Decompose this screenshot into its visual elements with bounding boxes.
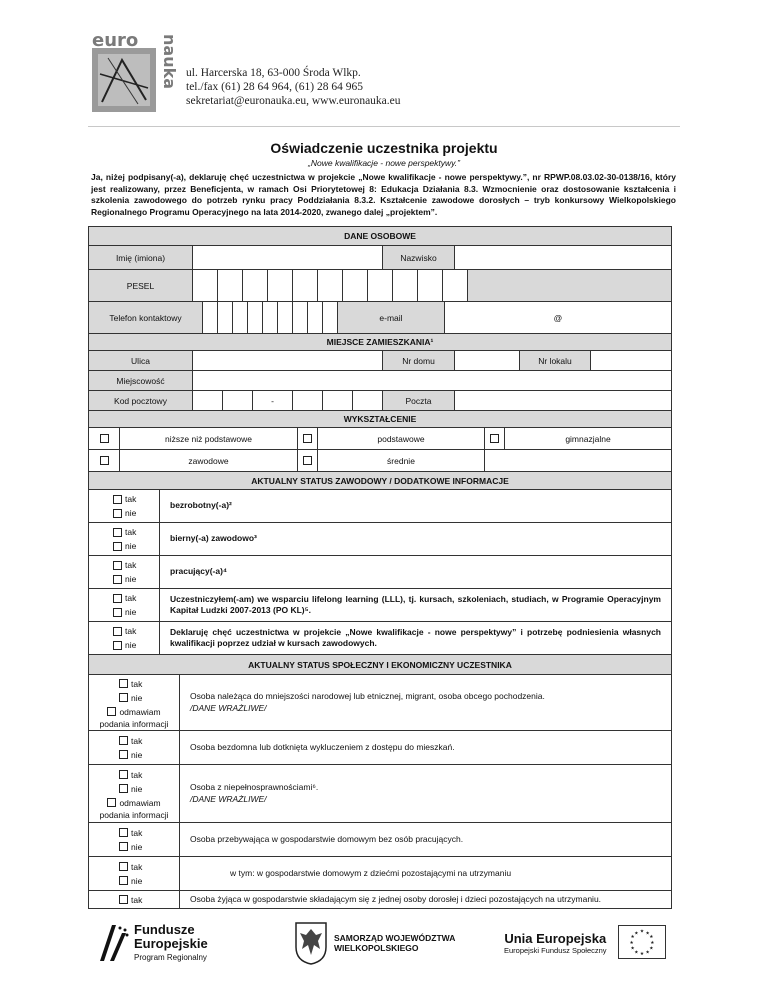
postcode-label: Kod pocztowy [89,391,192,410]
social-row [89,856,671,890]
section-personal-data: DANE OSOBOWE [89,227,671,245]
first-name-field[interactable] [192,246,382,269]
status-row [89,522,671,555]
fundusze-europejskie-logo [134,923,208,965]
phone-digit[interactable] [307,302,322,333]
no-checkbox[interactable] [113,608,122,617]
phone-digit[interactable] [322,302,337,333]
education-checkbox[interactable] [100,456,109,465]
logo-text-nauka: nauka [160,34,179,90]
education-empty [484,450,671,471]
status-participation-declaration: Deklaruję chęć uczestnictwa w projekcie „Nowe kwalifikacje - nowe perspektywy” i potrzebę podniesienia własnych kwalifikacji poprzez udział w kursach zawodowych. [159,622,671,654]
post-office-field[interactable] [454,391,671,410]
yes-checkbox[interactable] [113,627,122,636]
no-label: nie [131,692,143,703]
phone-digit[interactable] [292,302,307,333]
social-homeless-text: Osoba bezdomna lub dotknięta wykluczeniem z dostępu do mieszkań. [190,741,455,752]
header-divider [88,126,680,127]
section-social-status: AKTUALNY STATUS SPOŁECZNY I EKONOMICZNY UCZESTNIKA [89,655,671,674]
yes-label: tak [125,527,137,537]
status-row [89,621,671,654]
fe-line3: Program Regionalny [134,953,207,962]
postcode-digit[interactable] [222,391,252,410]
social-disability [179,765,671,822]
svg-text:★: ★ [645,931,650,937]
education-option: niższe niż podstawowe [119,428,297,449]
status-row [89,555,671,588]
social-row [89,822,671,856]
education-checkbox[interactable] [100,434,109,443]
yes-label: tak [125,626,137,636]
status-row [89,588,671,621]
social-row [89,730,671,764]
yes-checkbox[interactable] [113,528,122,537]
status-inactive: bierny(-a) zawodowo³ [159,523,671,555]
social-homeless [179,731,671,764]
yes-checkbox[interactable] [113,495,122,504]
social-single-parent-text: Osoba żyjąca w gospodarstwie składającym się z jednej osoby dorosłej i dzieci pozostających na utrzymaniu. [190,893,602,904]
city-label: Miejscowość [89,371,192,390]
unia-europejska-logo [504,931,607,955]
yes-checkbox[interactable] [119,862,128,871]
address-line: tel./fax (61) 28 64 964, (61) 28 64 965 [186,81,363,93]
no-label: nie [131,749,143,760]
refuse-label-line2: podania informacji [99,809,169,820]
address-line: ul. Harcerska 18, 63-000 Środa Wlkp. [186,67,361,79]
phone-digit[interactable] [247,302,262,333]
education-option: podstawowe [317,428,484,449]
social-disability-text: Osoba z niepełnosprawnościami⁶. [190,782,319,792]
pesel-label: PESEL [89,270,192,301]
pesel-digit[interactable] [317,270,342,301]
social-jobless-with-children-text: w tym: w gospodarstwie domowym z dziećmi pozostającymi na utrzymaniu [230,867,512,878]
declaration-text: Ja, niżej podpisany(-a), deklaruję chęć uczestnictwa w projekcie „Nowe kwalifikacje - nowe perspektywy.”, nr RPWP.08.03.02-30-0138/16, który jest realizowany, przez Beneficjenta, w ramach Osi Priorytetowej 8: Edukacja Działania 8.3. Wzmocnienie oraz dostosowanie kształcenia i szkolenia zawodowego do potrzeb rynku pracy Poddziałania 8.3.2. Kształcenie zawodowe dorosłych – tryb konkursowy Wielkopolskiego Regionalnego Programu Operacyjnego na lata 2014-2020, zwanego dalej „projektem”. [91,172,676,217]
company-address [186,66,401,108]
no-label: nie [125,607,137,617]
participant-form [88,226,672,909]
at-sign: @ [553,312,563,323]
svg-text:★: ★ [639,952,645,958]
phone-digit[interactable] [277,302,292,333]
document-subtitle: „Nowe kwalifikacje - nowe perspektywy.” [308,158,460,168]
pesel-digit[interactable] [367,270,392,301]
phone-digit[interactable] [217,302,232,333]
svg-text:★: ★ [634,931,639,937]
eu-flag-icon [618,925,666,959]
house-number-field[interactable] [454,351,519,370]
house-number-label: Nr domu [382,351,454,370]
postcode-digit[interactable] [192,391,222,410]
svg-text:★: ★ [629,940,634,946]
yes-label: tak [131,894,143,905]
last-name-field[interactable] [454,246,671,269]
refuse-label-line2: podania informacji [99,718,169,729]
ue-subtitle: Europejski Fundusz Społeczny [504,946,607,955]
logo-text-euro: euro [92,30,139,51]
pesel-digit[interactable] [342,270,367,301]
refuse-label: odmawiam [119,706,161,717]
yes-label: tak [131,735,143,746]
svg-text:★: ★ [649,946,654,952]
status-employed: pracujący(-a)⁴ [159,556,671,588]
pesel-digit[interactable] [242,270,267,301]
no-checkbox[interactable] [113,641,122,650]
flat-number-field[interactable] [590,351,671,370]
social-jobless-with-children [179,857,671,890]
education-option: gimnazjalne [504,428,671,449]
wielkopolska-crest-icon [294,921,328,965]
status-row [89,489,671,522]
no-checkbox[interactable] [113,542,122,551]
status-lifelong-learning: Uczestniczyłem(-am) we wsparciu lifelong learning (LLL), tj. kursach, szkoleniach, studiach, w Programie Operacyjnym Kapitał Ludzki 2007-2013 (PO KL)⁵. [159,589,671,621]
no-label: nie [131,875,143,886]
samorzad-wojewodztwa-logo [334,933,455,953]
refuse-checkbox[interactable] [107,707,116,716]
pesel-digit[interactable] [292,270,317,301]
no-label: nie [125,574,137,584]
sensitive-data-note: /DANE WRAŻLIWE/ [190,793,267,804]
euronauka-logo [88,30,184,116]
no-checkbox[interactable] [119,876,128,885]
social-single-parent [179,891,671,908]
yes-checkbox[interactable] [113,594,122,603]
email-label: e-mail [337,302,444,333]
no-checkbox[interactable] [119,842,128,851]
yes-checkbox[interactable] [119,770,128,779]
yes-label: tak [131,827,143,838]
no-label: nie [131,841,143,852]
svg-text:★: ★ [634,950,639,956]
yes-label: tak [125,494,137,504]
social-row [89,674,671,730]
street-field[interactable] [192,351,382,370]
phone-digit[interactable] [262,302,277,333]
yes-label: tak [131,861,143,872]
first-name-label: Imię (imiona) [89,246,192,269]
svg-text:★: ★ [639,929,645,935]
postcode-digit[interactable] [352,391,382,410]
no-label: nie [125,541,137,551]
section-residence: MIEJSCE ZAMIESZKANIA¹ [89,334,671,350]
svg-text:★: ★ [650,940,655,946]
email-field[interactable] [444,302,671,333]
section-employment-status: AKTUALNY STATUS ZAWODOWY / DODATKOWE INFORMACJE [89,472,671,489]
yes-checkbox[interactable] [119,895,128,904]
fundusze-europejskie-icon [96,923,130,963]
last-name-label: Nazwisko [382,246,454,269]
document-title: Oświadczenie uczestnika projektu [270,140,498,156]
no-checkbox[interactable] [113,509,122,518]
pesel-digit[interactable] [442,270,467,301]
yes-label: tak [131,769,143,780]
no-checkbox[interactable] [113,575,122,584]
street-label: Ulica [89,351,192,370]
yes-label: tak [131,678,143,689]
samorzad-line2: WIELKOPOLSKIEGO [334,943,419,953]
svg-text:★: ★ [630,946,635,952]
education-checkbox[interactable] [303,434,312,443]
yes-checkbox[interactable] [119,679,128,688]
social-minority-text: Osoba należąca do mniejszości narodowej lub etnicznej, migrant, osoba obcego pochodzenia. [190,691,545,701]
pesel-digit[interactable] [217,270,242,301]
no-checkbox[interactable] [119,693,128,702]
education-checkbox[interactable] [490,434,499,443]
yes-label: tak [125,560,137,570]
phone-digit[interactable] [202,302,217,333]
no-label: nie [125,508,137,518]
postcode-dash: - [252,391,292,410]
social-minority [179,675,671,730]
city-field[interactable] [192,371,671,390]
flat-number-label: Nr lokalu [519,351,590,370]
no-checkbox[interactable] [119,784,128,793]
pesel-digit[interactable] [192,270,217,301]
social-row [89,764,671,822]
yes-label: tak [125,593,137,603]
address-line: sekretariat@euronauka.eu, www.euronauka.eu [186,95,401,107]
education-option: zawodowe [119,450,297,471]
no-label: nie [131,783,143,794]
sensitive-data-note: /DANE WRAŻLIWE/ [190,702,267,713]
postcode-digit[interactable] [292,391,322,410]
footer-logos [0,915,768,985]
education-option: średnie [317,450,484,471]
social-jobless-household [179,823,671,856]
samorzad-line1: SAMORZĄD WOJEWÓDZTWA [334,933,456,943]
ue-title: Unia Europejska [504,931,607,946]
section-education: WYKSZTAŁCENIE [89,411,671,427]
pesel-filler [467,270,671,301]
svg-text:★: ★ [630,935,635,941]
social-row [89,890,671,908]
pesel-digit[interactable] [267,270,292,301]
pesel-digit[interactable] [417,270,442,301]
postcode-digit[interactable] [322,391,352,410]
yes-checkbox[interactable] [113,561,122,570]
social-jobless-household-text: Osoba przebywająca w gospodarstwie domowym bez osób pracujących. [190,833,464,844]
no-checkbox[interactable] [119,750,128,759]
yes-checkbox[interactable] [119,736,128,745]
post-office-label: Poczta [382,391,454,410]
refuse-label: odmawiam [119,797,161,808]
pesel-digit[interactable] [392,270,417,301]
yes-checkbox[interactable] [119,828,128,837]
fe-line2: Europejskie [134,936,208,951]
fe-line1: Fundusze [134,922,195,937]
no-label: nie [125,640,137,650]
education-checkbox[interactable] [303,456,312,465]
status-unemployed: bezrobotny(-a)² [159,490,671,522]
refuse-checkbox[interactable] [107,798,116,807]
svg-text:★: ★ [649,935,654,941]
phone-label: Telefon kontaktowy [89,302,202,333]
phone-digit[interactable] [232,302,247,333]
svg-text:★: ★ [645,950,650,956]
